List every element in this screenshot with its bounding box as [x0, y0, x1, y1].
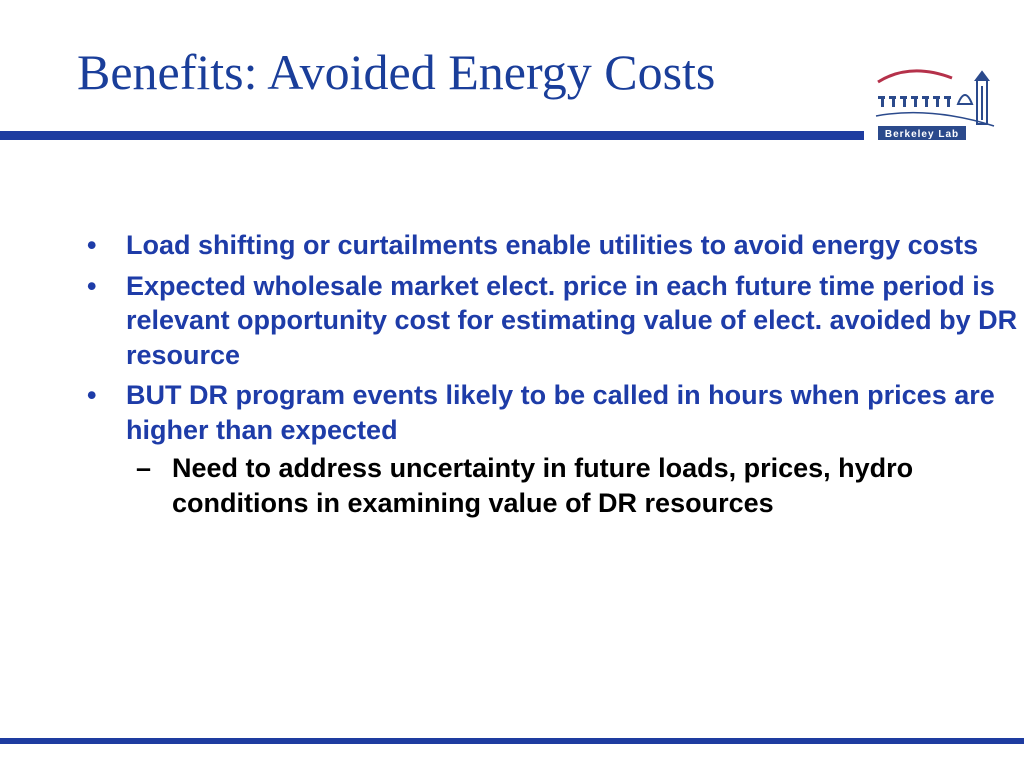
bullet-marker: • [87, 380, 97, 410]
bullet-marker: • [87, 230, 97, 260]
sub-bullet-marker: – [136, 453, 152, 483]
bullet-text: Expected wholesale market elect. price in each future time period is relevant opportunity cost for estimating value of elect. avoided by DR resource [126, 270, 1018, 370]
bullet-list [0, 228, 1024, 520]
bullet-marker: • [87, 270, 97, 301]
footer-divider [0, 738, 1024, 744]
bullet-text: BUT DR program events likely to be called in hours when prices are higher than expected [126, 380, 995, 445]
berkeley-lab-logo [870, 64, 1004, 148]
slide-title: Benefits: Avoided Energy Costs [77, 44, 716, 100]
bullet-item [0, 269, 1024, 373]
sub-bullet-text: Need to address uncertainty in future loads, prices, hydro conditions in examining value of DR resources [172, 453, 914, 518]
bullet-item [0, 378, 1024, 447]
berkeley-lab-logo-icon [870, 64, 1004, 148]
title-divider [0, 131, 864, 140]
logo-label: Berkeley Lab [884, 129, 960, 140]
bullet-text: Load shifting or curtailments enable utilities to avoid energy costs [126, 230, 979, 260]
bullet-item [0, 228, 1024, 263]
sub-bullet-item [0, 451, 1024, 520]
